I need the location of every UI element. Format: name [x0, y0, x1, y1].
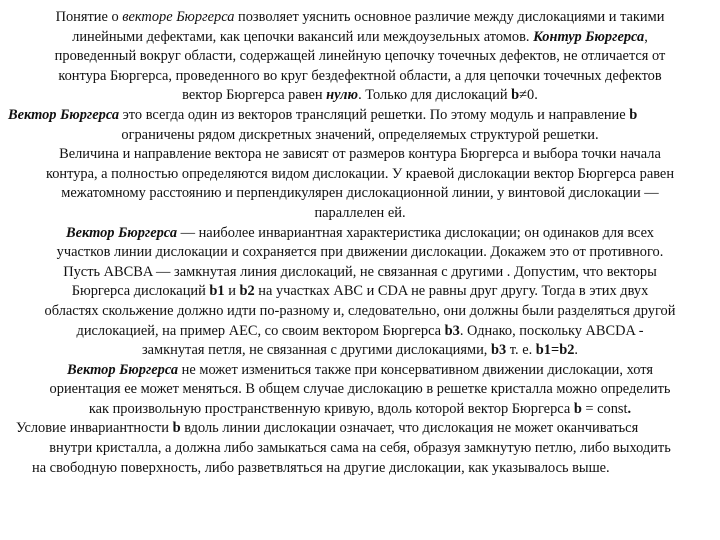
text-line: Вектор Бюргерса не может измениться также при консервативном движении дислокации, хотя: [67, 361, 653, 378]
text-line: Пусть ABCBA — замкнутая линия дислокаций, не связанная с другими . Допустим, что векторы: [63, 263, 657, 280]
text-line: внутри кристалла, а должна либо замыкаться сама на себя, образуя замкнутую петлю, либо выходить: [49, 440, 671, 457]
text-line: Вектор Бюргерса это всегда один из векторов трансляций решетки. По этому модуль и направление b: [8, 106, 638, 123]
text-line: ориентация ее может меняться. В общем случае дислокацию в решетке кристалла можно определить: [49, 381, 671, 398]
text-line: как произвольную пространственную кривую, вдоль которой вектор Бюргерса b = const.: [88, 400, 632, 417]
text-line: Бюргерса дислокаций b1 и b2 на участках ABC и CDA не равны друг другу. Тогда в этих двух: [71, 283, 649, 300]
text-line: ограничены рядом дискретных значений, определяемых структурой решетки.: [121, 126, 599, 143]
text-line: дислокацией, на пример AEC, со своим вектором Бюргерса b3. Однако, поскольку ABCDA -: [76, 322, 644, 339]
text-line: Величина и направление вектора не зависят от размеров контура Бюргерса и выбора точки начала: [59, 146, 661, 163]
text-line: вектор Бюргерса равен нулю. Только для дислокаций b≠0.: [182, 87, 538, 104]
text-line: контура Бюргерса, проведенного во круг бездефектной области, а для цепочки точечных дефектов: [58, 67, 662, 84]
text-line: Понятие о векторе Бюргерса позволяет уяснить основное различие между дислокациями и такими: [55, 9, 665, 25]
text-line: на свободную поверхность, либо разветвляться на другие дислокации, как указывалось выше.: [32, 459, 610, 476]
text-line: контура, а полностью определяются видом дислокации. У краевой дислокации вектор Бюргерса равен: [45, 165, 675, 182]
text-line: Условие инвариантности b вдоль линии дислокации означает, что дислокация не может оканчиваться: [16, 420, 639, 437]
text-line: Вектор Бюргерса — наиболее инвариантная характеристика дислокации; он одинаков для всех: [65, 224, 654, 241]
text-line: межатомному расстоянию и перпендикулярен дислокационной линии, у винтовой дислокации —: [61, 185, 659, 202]
text-line: проведенный вокруг области, содержащей линейную цепочку точечных дефектов, не отличается от: [54, 48, 666, 65]
text-line: замкнутая петля, не связанная с другими дислокациями, b3 т. е. b1=b2.: [141, 342, 579, 359]
text-line: областях скольжение должно идти по-разному и, следовательно, они должны были разделяться другой: [44, 302, 676, 319]
text-line: линейными дефектами, как цепочки вакансий или междоузельных атомов. Контур Бюргерса,: [72, 28, 648, 45]
text-line: участков линии дислокации и сохраняется при движении дислокации. Докажем это от противного.: [56, 244, 664, 261]
text-line: параллелен ей.: [314, 204, 406, 221]
